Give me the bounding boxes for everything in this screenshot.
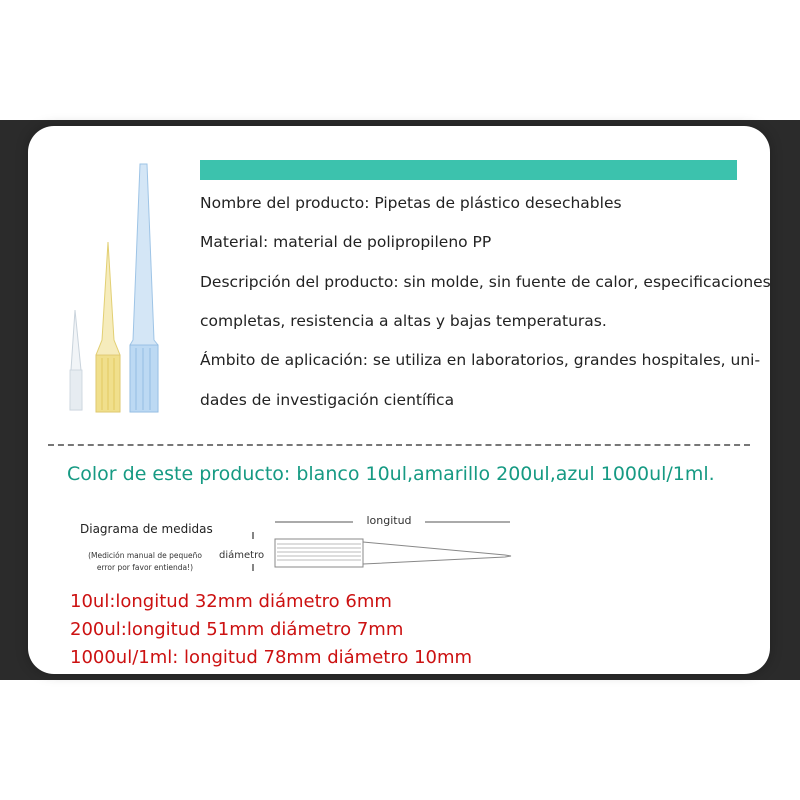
pipette-tips-image xyxy=(60,160,170,415)
diagram-note: (Medición manual de pequeño error por favor entienda!) xyxy=(88,551,202,572)
accent-bar xyxy=(200,160,737,180)
diagram-title: Diagrama de medidas xyxy=(80,522,213,536)
product-name: Nombre del producto: Pipetas de plástico desechables xyxy=(200,194,622,212)
diameter-label: diámetro xyxy=(219,550,265,561)
blue-tip xyxy=(130,164,158,412)
product-description-1: Descripción del producto: sin molde, sin fuente de calor, especificaciones xyxy=(200,273,771,291)
product-colors: Color de este producto: blanco 10ul,amarillo 200ul,azul 1000ul/1ml. xyxy=(67,463,715,485)
spec-200ul: 200ul:longitud 51mm diámetro 7mm xyxy=(70,619,404,640)
measurement-diagram xyxy=(215,508,520,578)
product-description-2: completas, resistencia a altas y bajas temperaturas. xyxy=(200,312,607,330)
product-scope-2: dades de investigación científica xyxy=(200,391,455,409)
spec-10ul: 10ul:longitud 32mm diámetro 6mm xyxy=(70,591,392,612)
product-material: Material: material de polipropileno PP xyxy=(200,233,492,251)
length-label: longitud xyxy=(366,514,412,527)
spec-1000ul: 1000ul/1ml: longitud 78mm diámetro 10mm xyxy=(70,647,473,668)
tip-outline xyxy=(275,539,511,567)
white-tip xyxy=(70,310,82,410)
dashed-divider xyxy=(48,444,750,446)
yellow-tip xyxy=(96,242,120,412)
product-scope-1: Ámbito de aplicación: se utiliza en laboratorios, grandes hospitales, uni- xyxy=(200,351,761,369)
